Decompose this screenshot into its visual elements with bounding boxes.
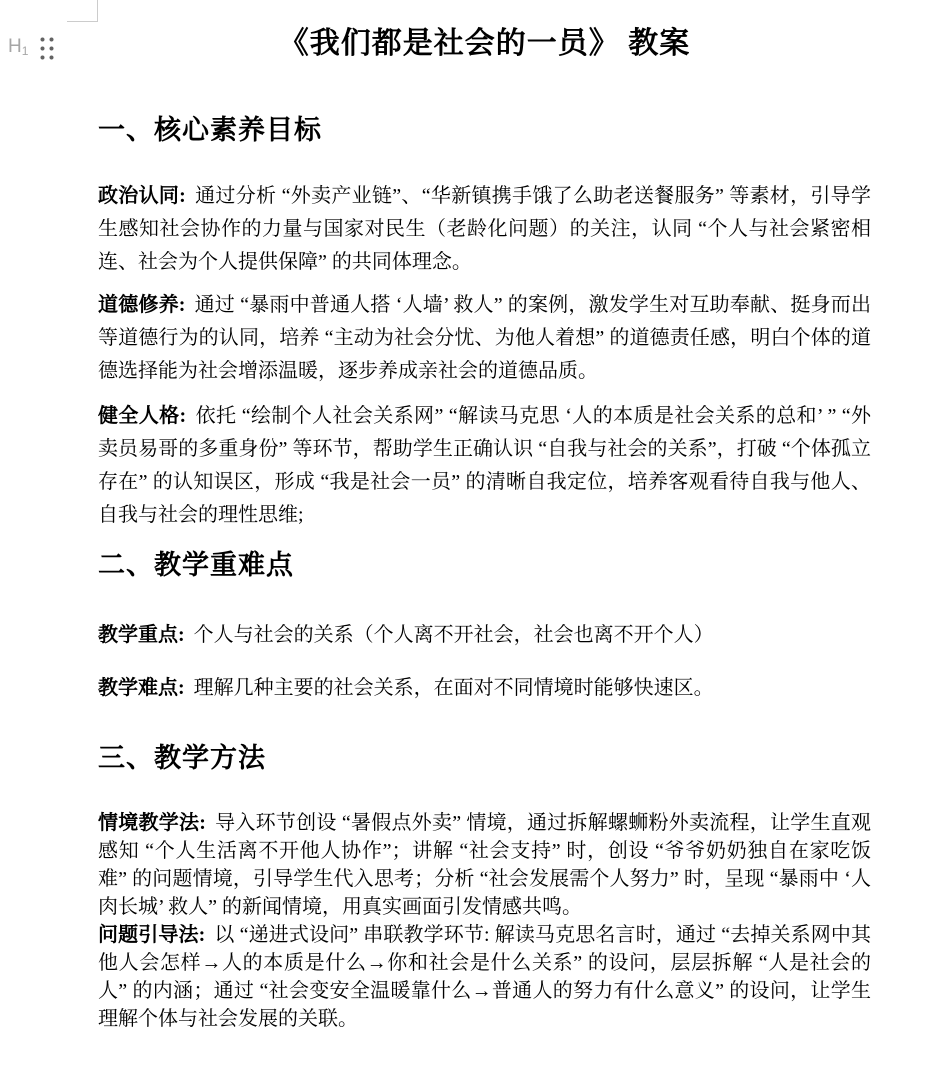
paragraph-text: 理解几种主要的社会关系，在面对不同情境时能够快速区。 <box>193 677 714 699</box>
section-key-difficult-points <box>98 548 871 705</box>
paragraph[interactable] <box>98 400 871 532</box>
document-title[interactable]: 《我们都是社会的一员》 教案 <box>278 27 691 60</box>
paragraph-label: 教学难点: <box>98 677 185 699</box>
paragraph-text: 依托 “绘制个人社会关系网” “解读马克思 ‘人的本质是社会关系的总和’ ” “外卖员易哥的多重身份” 等环节，帮助学生正确认识 “自我与社会的关系”，打破 “个体孤立存在” 的认知误区，形成 “我是社会一员” 的清晰自我定位，培养客观看待自我与他人、自我与社会的理性思维; <box>98 405 871 526</box>
drag-handle-icon[interactable] <box>38 35 56 62</box>
paragraph-text: 通过分析 “外卖产业链”、“华新镇携手饿了么助老送餐服务” 等素材，引导学生感知社会协作的力量与国家对民生（老龄化问题）的关注，认同 “个人与社会紧密相连、社会为个人提供保障” 的共同体理念。 <box>98 185 871 273</box>
paragraph-text: 通过 “暴雨中普通人搭 ‘人墙’ 救人” 的案例，激发学生对互助奉献、挺身而出等道德行为的认同，培养 “主动为社会分忧、为他人着想” 的道德责任感，明白个体的道德选择能为社会增添温暖，逐步养成亲社会的道德品质。 <box>98 294 871 382</box>
section-heading[interactable]: 二、教学重难点 <box>98 550 294 580</box>
section-teaching-methods <box>98 741 871 1033</box>
block-type-h1-badge <box>8 36 28 62</box>
paragraph-label: 道德修养: <box>98 294 186 316</box>
paragraph-label: 政治认同: <box>98 185 186 207</box>
block-type-letter: H <box>8 35 22 57</box>
toolbar-corner-border <box>67 0 98 22</box>
section-heading[interactable]: 三、教学方法 <box>98 743 266 773</box>
block-type-level: 1 <box>21 43 29 58</box>
paragraph-label: 问题引导法: <box>98 924 206 946</box>
document-page <box>98 0 871 1033</box>
section-core-literacy <box>98 113 871 532</box>
paragraph-text: 导入环节创设 “暑假点外卖” 情境，通过拆解螺蛳粉外卖流程，让学生直观感知 “个人生活离不开他人协作”；讲解 “社会支持” 时，创设 “爷爷奶奶独自在家吃饭难” 的问题情境，引导学生代入思考；分析 “社会发展需个人努力” 时，呈现 “暴雨中 ‘人肉长城’ 救人” 的新闻情境，用真实画面引发情感共鸣。 <box>98 812 871 918</box>
paragraph-text: 个人与社会的关系（个人离不开社会，社会也离不开个人） <box>193 624 714 646</box>
paragraph-text: 以 “递进式设问” 串联教学环节: 解读马克思名言时，通过 “去掉关系网中其他人会怎样→人的本质是什么→你和社会是什么关系” 的设问，层层拆解 “人是社会的人” 的内涵；通过 “社会变安全温暖靠什么→普通人的努力有什么意义” 的设问，让学生理解个体与社会发展的关联。 <box>98 924 871 1030</box>
paragraph-label: 情境教学法: <box>98 812 206 834</box>
paragraph[interactable] <box>98 672 871 705</box>
paragraph[interactable] <box>98 289 871 388</box>
section-heading[interactable]: 一、核心素养目标 <box>98 115 322 145</box>
paragraph-label: 健全人格: <box>98 405 187 427</box>
paragraph[interactable] <box>98 809 871 921</box>
paragraph[interactable] <box>98 619 871 652</box>
paragraph[interactable] <box>98 921 871 1033</box>
paragraph[interactable] <box>98 180 871 279</box>
paragraph-label: 教学重点: <box>98 624 185 646</box>
block-controls <box>8 35 56 62</box>
